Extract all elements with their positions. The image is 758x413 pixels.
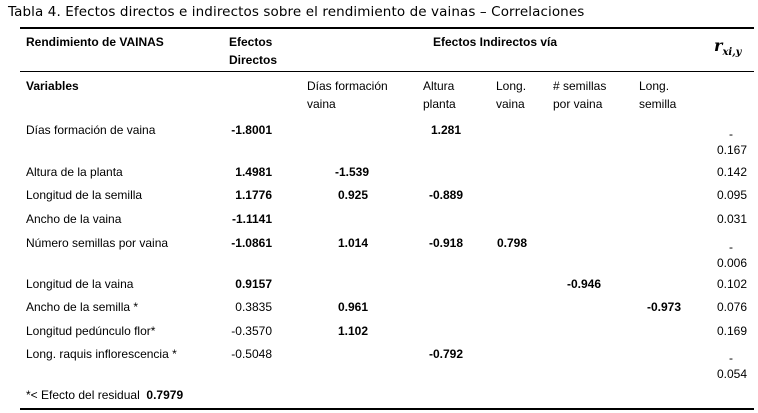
row-altura-effect: -0.792 bbox=[429, 347, 464, 361]
row-correlation: 0.054 bbox=[717, 367, 748, 381]
row-direct-effect: -1.1141 bbox=[231, 212, 272, 226]
subheader-long-semilla-line1: Long. bbox=[639, 79, 670, 93]
subheader-long-semilla-line2: semilla bbox=[639, 97, 677, 111]
row-direct-effect: 1.1776 bbox=[235, 188, 272, 202]
row-label: Longitud de la vaina bbox=[26, 277, 134, 291]
row-direct-effect: 0.9157 bbox=[235, 277, 272, 291]
row-correlation: 0.169 bbox=[717, 324, 748, 338]
row-label: Días formación de vaina bbox=[26, 123, 156, 137]
header-efectos-line2: Directos bbox=[229, 53, 278, 67]
residual-label: *< Efecto del residual bbox=[26, 388, 140, 402]
row-correlation: 0.095 bbox=[717, 188, 748, 202]
row-direct-effect: 1.4981 bbox=[235, 165, 272, 179]
row-semillas-effect: -0.946 bbox=[567, 277, 602, 291]
table-caption: Tabla 4. Efectos directos e indirectos sobre el rendimiento de vainas – Correlaciones bbox=[8, 4, 585, 20]
row-dias-effect: 0.961 bbox=[338, 300, 369, 314]
row-altura-effect: 1.281 bbox=[431, 123, 462, 137]
row-label: Ancho de la vaina bbox=[26, 212, 122, 226]
subheader-semillas-line1: # semillas bbox=[553, 79, 607, 93]
subheader-altura-line2: planta bbox=[423, 97, 456, 111]
row-dias-effect: 1.014 bbox=[338, 236, 369, 250]
subheader-dias-line2: vaina bbox=[307, 97, 336, 111]
header-efectos-indirectos: Efectos Indirectos vía bbox=[433, 35, 558, 49]
row-label: Número semillas por vaina bbox=[26, 236, 169, 250]
row-direct-effect: 0.3835 bbox=[235, 300, 272, 314]
row-direct-effect: -0.3570 bbox=[231, 324, 272, 338]
row-label: Ancho de la semilla * bbox=[26, 300, 139, 314]
row-label: Longitud de la semilla bbox=[26, 188, 143, 202]
subheader-long-vaina-line2: vaina bbox=[496, 97, 525, 111]
row-long-semilla-effect: -0.973 bbox=[647, 300, 682, 314]
residual-value: 0.7979 bbox=[146, 388, 184, 402]
header-correlation-symbol: $r_{xi,y}$ bbox=[714, 36, 742, 59]
top-rule bbox=[20, 27, 754, 29]
row-dias-effect: 1.102 bbox=[338, 324, 369, 338]
subheader-semillas-line2: por vaina bbox=[553, 97, 603, 111]
header-rendimiento: Rendimiento de VAINAS bbox=[26, 35, 164, 49]
row-label: Longitud pedúnculo flor* bbox=[26, 324, 156, 338]
row-correlation: 0.167 bbox=[717, 143, 748, 157]
row-altura-effect: -0.889 bbox=[429, 188, 464, 202]
subheader-variables: Variables bbox=[26, 79, 79, 93]
row-correlation: 0.006 bbox=[717, 256, 748, 270]
row-correlation-sign: - bbox=[729, 351, 733, 365]
row-direct-effect: -0.5048 bbox=[231, 347, 272, 361]
row-altura-effect: -0.918 bbox=[429, 236, 464, 250]
header-efectos-line1: Efectos bbox=[229, 35, 273, 49]
subheader-long-vaina-line1: Long. bbox=[496, 79, 527, 93]
row-correlation: 0.102 bbox=[717, 277, 748, 291]
row-correlation: 0.031 bbox=[717, 212, 748, 226]
row-direct-effect: -1.0861 bbox=[231, 236, 272, 250]
subheader-dias-line1: Días formación bbox=[307, 79, 388, 93]
row-dias-effect: 0.925 bbox=[338, 188, 369, 202]
row-long-vaina-effect: 0.798 bbox=[497, 236, 528, 250]
header-rule bbox=[20, 71, 754, 72]
residual-footnote bbox=[26, 386, 183, 404]
row-direct-effect: -1.8001 bbox=[231, 123, 272, 137]
row-correlation: 0.076 bbox=[717, 300, 748, 314]
bottom-rule bbox=[20, 408, 754, 410]
row-correlation-sign: - bbox=[729, 240, 733, 254]
row-correlation: 0.142 bbox=[717, 165, 748, 179]
row-dias-effect: -1.539 bbox=[335, 165, 370, 179]
row-label: Altura de la planta bbox=[26, 165, 123, 179]
row-label: Long. raquis inflorescencia * bbox=[26, 347, 177, 361]
subheader-altura-line1: Altura bbox=[423, 79, 455, 93]
row-correlation-sign: - bbox=[729, 127, 733, 141]
